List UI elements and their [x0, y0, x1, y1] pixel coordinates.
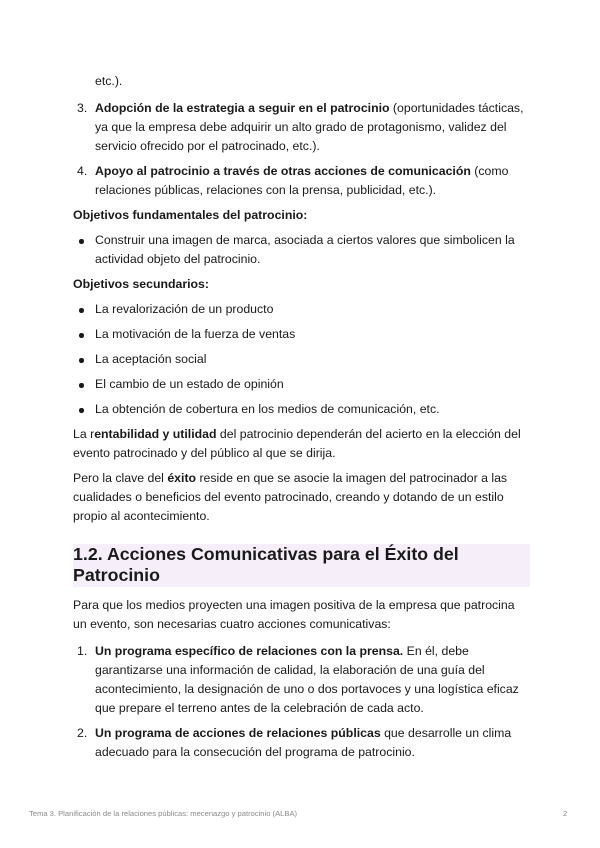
- list-item: [73, 724, 528, 762]
- list-item-text: En él, debe garantizarse una información de calidad, la elaboración de una guía del acontecimiento, la designación de uno o dos portavoces y una logística eficaz que prepare el terreno antes de la celebración de cada acto.: [95, 644, 519, 715]
- objectives-secondary-list: [73, 300, 528, 419]
- list-number: 3.: [77, 101, 88, 115]
- footer-title: Tema 3. Planificación de la relaciones públicas: mecenazgo y patrocinio (ALBA): [29, 809, 298, 818]
- bullet-icon: [79, 308, 84, 313]
- objectives-secondary-title: Objetivos secundarios:: [73, 277, 209, 291]
- list-item-bold: Apoyo al patrocinio a través de otras acciones de comunicación: [95, 164, 471, 178]
- continued-text: etc.).: [95, 74, 123, 88]
- list-item-bold: Un programa específico de relaciones con la prensa.: [95, 644, 404, 658]
- objectives-main-list: [73, 231, 528, 269]
- section-heading: 1.2. Acciones Comunicativas para el Éxito del Patrocinio: [73, 544, 530, 587]
- list-number: 4.: [77, 164, 88, 178]
- list-item: El cambio de un estado de opinión: [73, 375, 528, 394]
- strategy-list: [73, 99, 528, 200]
- list-number: 1.: [77, 644, 88, 658]
- bullet-icon: [79, 408, 84, 413]
- bullet-icon: [79, 358, 84, 363]
- bullet-icon: [79, 333, 84, 338]
- list-item: [73, 99, 528, 156]
- actions-list: [73, 642, 528, 762]
- list-item: [73, 162, 528, 200]
- page-content: [73, 72, 528, 762]
- list-item: [73, 642, 528, 718]
- objectives-main-title: Objetivos fundamentales del patrocinio:: [73, 208, 308, 222]
- list-item-text: que desarrolle un clima adecuado para la consecución del programa de patrocinio.: [95, 726, 512, 759]
- list-item: La revalorización de un producto: [73, 300, 528, 319]
- list-item-bold: Adopción de la estrategia a seguir en el patrocinio: [95, 101, 390, 115]
- paragraph-exito: Pero la clave del éxito reside en que se asocie la imagen del patrocinador a las cualidades o beneficios del evento patrocinado, creando y dotando de un estilo propio al acontecimiento.: [73, 471, 508, 523]
- list-item-text: (como relaciones públicas, relaciones con la prensa, publicidad, etc.).: [95, 164, 509, 197]
- list-item: La aceptación social: [73, 350, 528, 369]
- list-item-text: (oportunidades tácticas, ya que la empresa debe adquirir un alto grado de protagonismo, validez del servicio ofrecido por el patrocinado, etc.).: [95, 101, 524, 153]
- list-item: La motivación de la fuerza de ventas: [73, 325, 528, 344]
- page-number: 2: [563, 809, 568, 818]
- paragraph-rentabilidad: La rentabilidad y utilidad del patrocinio dependerán del acierto en la elección del evento patrocinado y del público al que se dirija.: [73, 427, 521, 460]
- bullet-icon: [79, 383, 84, 388]
- list-number: 2.: [77, 726, 88, 740]
- list-item-bold: Un programa de acciones de relaciones públicas: [95, 726, 381, 740]
- list-item: La obtención de cobertura en los medios de comunicación, etc.: [73, 400, 528, 419]
- bullet-icon: [79, 239, 84, 244]
- section-intro: Para que los medios proyecten una imagen positiva de la empresa que patrocina un evento, son necesarias cuatro acciones comunicativas:: [73, 598, 515, 631]
- list-item: Construir una imagen de marca, asociada a ciertos valores que simbolicen la actividad objeto del patrocinio.: [73, 231, 528, 269]
